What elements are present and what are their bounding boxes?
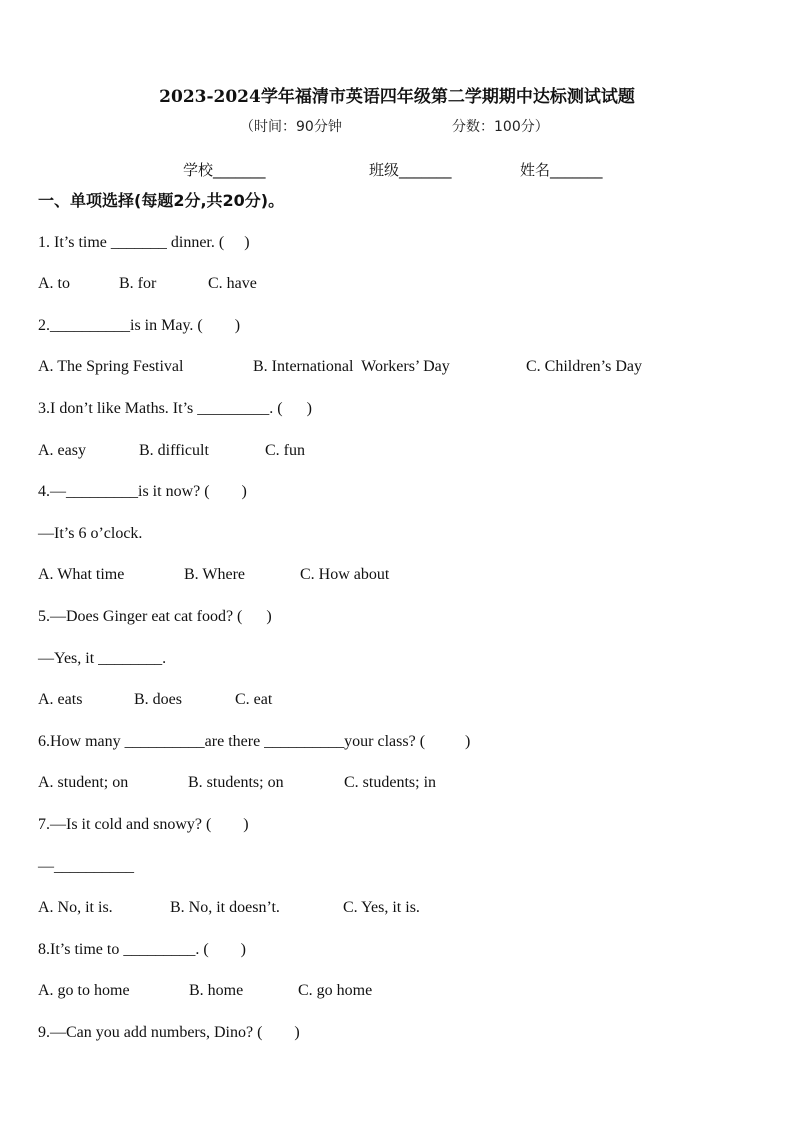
exam-time: （时间：90分钟: [240, 119, 342, 135]
question-5: 5.—Does Ginger eat cat food? ( ): [38, 608, 272, 625]
option-c: C. fun: [265, 442, 305, 459]
option-a: A. to: [38, 275, 70, 292]
school-field: 学校_______: [183, 161, 266, 179]
exam-title: 2023-2024学年福清市英语四年级第二学期期中达标测试试题: [159, 87, 635, 107]
option-c: C. have: [208, 275, 257, 292]
option-c: C. Yes, it is.: [343, 899, 420, 916]
option-b: B. Where: [184, 566, 246, 583]
name-field: 姓名_______: [520, 161, 603, 179]
option-a: A. What time: [38, 566, 125, 583]
option-b: B. International Workers’ Day: [253, 358, 450, 375]
question-5-answer-line: —Yes, it ________.: [38, 650, 167, 667]
option-a: A. student; on: [38, 774, 129, 791]
class-field: 班级_______: [369, 161, 452, 179]
question-7-answer-line: —__________: [38, 858, 134, 875]
option-b: B. difficult: [139, 442, 209, 459]
question-3: 3.I don’t like Maths. It’s _________. ( ): [38, 400, 312, 417]
option-c: C. students; in: [344, 774, 437, 791]
option-b: B. No, it doesn’t.: [170, 899, 280, 916]
option-b: B. does: [134, 691, 182, 708]
option-a: A. No, it is.: [38, 899, 113, 916]
option-c: C. go home: [298, 982, 373, 999]
option-c: C. Children’s Day: [526, 358, 642, 375]
question-2: 2.__________is in May. ( ): [38, 317, 241, 334]
question-6: 6.How many __________are there __________your class? ( ): [38, 733, 471, 750]
option-a: A. go to home: [38, 982, 130, 999]
option-b: B. for: [119, 275, 157, 292]
exam-score: 分数：100分）: [452, 119, 549, 135]
question-9: 9.—Can you add numbers, Dino? ( ): [38, 1024, 300, 1041]
option-c: C. eat: [235, 691, 273, 708]
question-7: 7.—Is it cold and snowy? ( ): [38, 816, 249, 833]
question-4: 4.—_________is it now? ( ): [38, 483, 247, 500]
option-b: B. home: [189, 982, 244, 999]
question-8: 8.It’s time to _________. ( ): [38, 941, 246, 958]
section-heading: 一、单项选择(每题2分,共20分)。: [38, 191, 285, 210]
question-1: 1. It’s time _______ dinner. ( ): [38, 234, 250, 251]
option-b: B. students; on: [188, 774, 284, 791]
option-a: A. The Spring Festival: [38, 358, 184, 375]
question-4-answer-line: —It’s 6 o’clock.: [38, 525, 143, 542]
option-a: A. eats: [38, 691, 83, 708]
option-c: C. How about: [300, 566, 390, 583]
option-a: A. easy: [38, 442, 86, 459]
